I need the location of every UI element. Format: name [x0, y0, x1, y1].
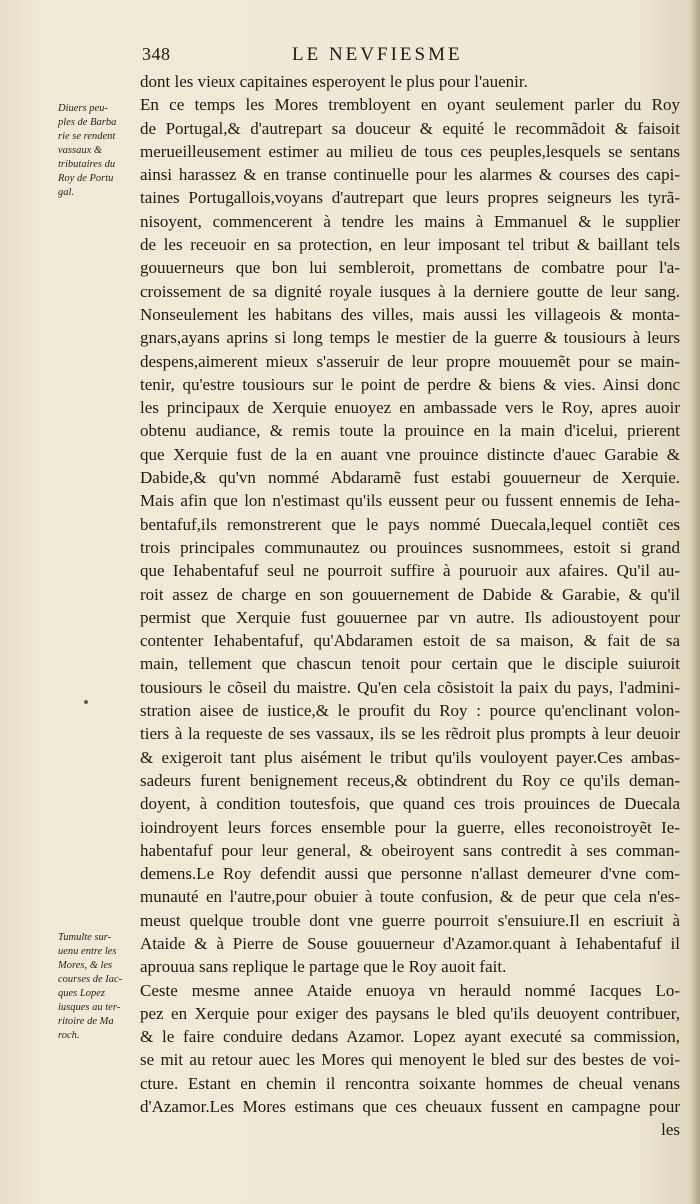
margin-note-line: rie se rendent — [58, 131, 116, 142]
text-line: Mais afin que lon n'estimast qu'ils eussent peur ou fussent ennemis de Ieha- — [140, 491, 680, 511]
margin-note-line: ques Lopez — [58, 988, 105, 999]
text-line: roit assez de charge en son gouuernement de Dabide & Garabie, & qu'il — [140, 584, 680, 604]
text-line: Nonseulement les habitans des villes, mais aussi les villageois & monta- — [140, 304, 680, 324]
text-line: En ce temps les Mores trembloyent en oyant seulement parler du Roy — [140, 95, 680, 115]
text-line: permist que Xerquie fust gouuernee par vn autre. Ils adioustoyent pour — [140, 607, 680, 627]
text-line: de les receuoir en sa protection, en leur imposant tel tribut & baillant tels — [140, 235, 680, 255]
text-line: nisoyent, commencerent à tendre les mains à Emmanuel & le supplier — [140, 211, 680, 231]
text-line: ioindroyent leurs forces ensemble pour la guerre, elles reconoistroyẽt Ie- — [140, 817, 680, 837]
margin-note-line: uenu entre les — [58, 946, 117, 957]
text-line: Dabide,& qu'vn nommé Abdaramẽ fust estabi gouuerneur de Xerquie. — [140, 468, 680, 488]
text-line: & le faire conduire dedans Azamor. Lopez ayant executé sa commission, — [140, 1027, 680, 1047]
margin-note-line: Diuers peu- — [58, 103, 108, 114]
text-line: que Xerquie fust de la en auant vne prouince distincte d'auec Garabie & — [140, 444, 680, 464]
text-line: demens.Le Roy defendit aussi que personne n'allast demeurer d'vne com- — [140, 864, 680, 884]
text-line: tousiours le cõseil du maistre. Qu'en cela cõsistoit la paix du pays, l'admini- — [140, 677, 680, 697]
margin-note-line: iusques au ter- — [58, 1002, 121, 1013]
text-line: dont les vieux capitaines esperoyent le plus pour l'auenir. — [140, 72, 528, 91]
margin-note-line: roch. — [58, 1030, 80, 1041]
catchword: les — [661, 1120, 680, 1140]
text-line: tenir, qu'estre tousiours sur le point de perdre & biens & vies. Ainsi donc — [140, 374, 680, 394]
text-line: de Portugal,& d'autrepart sa douceur & equité le recommãdoit & faisoit — [140, 118, 680, 138]
text-line: Ataide & à Pierre de Souse gouuerneur d'Azamor.quant à Iehabentafuf il — [140, 933, 680, 953]
text-line: trois principales communautez ou prouinces susnommees, estoit si grand — [140, 537, 680, 557]
text-line: obtenu audiance, & remis toute la prouince en la main d'icelui, prierent — [140, 421, 680, 441]
text-line: que Iehabentafuf seul ne pourroit suffire à pouruoir aux afaires. Qu'il au- — [140, 561, 680, 581]
text-line: pez en Xerquie pour exiger des paysans le bled qu'ils deuoyent contribuer, — [140, 1003, 680, 1023]
margin-note-line: ritoire de Ma — [58, 1016, 114, 1027]
text-line: contenter Iehabentafuf, qu'Abdaramen estoit de sa maison, & fait de sa — [140, 631, 680, 651]
text-line: bentafuf,ils remonstrerent que le pays nommé Duecala,lequel contiẽt ces — [140, 514, 680, 534]
text-line: despens,aimerent mieux s'asseruir de leur propre mouuemẽt pour se main- — [140, 351, 680, 371]
text-line: cture. Estant en chemin il rencontra soixante hommes de cheual venans — [140, 1073, 680, 1093]
page-number: 348 — [142, 44, 171, 64]
text-line: & exigeroit tant plus aisément le tribut qu'ils vouloyent payer.Ces ambas- — [140, 747, 680, 767]
margin-note-line: vassaux & — [58, 145, 103, 156]
margin-dot-ornament — [84, 700, 88, 704]
running-title: LE NEVFIESME — [292, 44, 463, 65]
margin-note-line: ples de Barba — [58, 117, 117, 128]
text-line: munauté en l'autre,pour obuier à toute confusion, & de peur que cela n'es- — [140, 887, 680, 907]
text-line: meust quelque trouble dont vne guerre pourroit s'ensuiure.Il en escriuit à — [140, 910, 680, 930]
running-head — [142, 44, 662, 68]
margin-note-line: tributaires du — [58, 159, 116, 170]
text-line: doyent, à condition toutesfois, que quand ces trois prouinces de Duecala — [140, 794, 680, 814]
margin-note-line: Tumulte sur- — [58, 932, 112, 943]
text-line: gouuerneurs que bon lui sembleroit, promettans de combatre pour l'a- — [140, 258, 680, 278]
text-line: les principaux de Xerquie enuoyez en ambassade vers le Roy, apres auoir — [140, 398, 680, 418]
main-text-column — [140, 70, 680, 1142]
text-line: se mit au retour auec les Mores qui menoyent le bled sur des bestes de voi- — [140, 1050, 680, 1070]
text-line: ainsi harassez & en transe continuelle pour les alarmes & courses des capi- — [140, 165, 680, 185]
text-line: gnars,ayans aprins si long temps le mestier de la guerre & tousiours à leurs — [140, 328, 680, 348]
page-edge-shadow — [690, 0, 700, 1204]
text-line: d'Azamor.Les Mores estimans que ces cheuaux fussent en campagne pour — [140, 1097, 680, 1117]
margin-note-line: Roy de Portu — [58, 173, 114, 184]
text-line: Ceste mesme annee Ataide enuoya vn herauld nommé Iacques Lo- — [140, 980, 680, 1000]
text-line: croissement de sa dignité royale iusques à la derniere goutte de leur sang. — [140, 281, 680, 301]
text-line: merueilleusement estimer au milieu de tous ces peuples,lesquels se sentans — [140, 141, 680, 161]
text-line: habentafuf pour leur general, & obeiroyent sans contredit à ses comman- — [140, 840, 680, 860]
text-line: aprouua sans replique le partage que le Roy auoit fait. — [140, 957, 507, 977]
text-line: tiers à la requeste de ses vassaux, ils se les rẽdroit plus prompts à leur deuoir — [140, 724, 680, 744]
margin-note-line: courses de Iac- — [58, 974, 123, 985]
margin-note-line: gal. — [58, 187, 75, 198]
text-line: taines Portugallois,voyans d'autrepart que leurs propres seigneurs les tyrã- — [140, 188, 680, 208]
margin-note-vassals — [58, 102, 140, 200]
margin-note-line: Mores, & les — [58, 960, 113, 971]
margin-note-tumult — [58, 931, 140, 1043]
text-line: main, tellement que chascun tenoit pour certain que le disciple suiuroit — [140, 654, 680, 674]
text-line: stration aisee de iustice,& le proufit du Roy : pource qu'enclinant volon- — [140, 701, 680, 721]
text-line: sadeurs furent benignement receus,& obtindrent du Roy ce qu'ils deman- — [140, 770, 680, 790]
